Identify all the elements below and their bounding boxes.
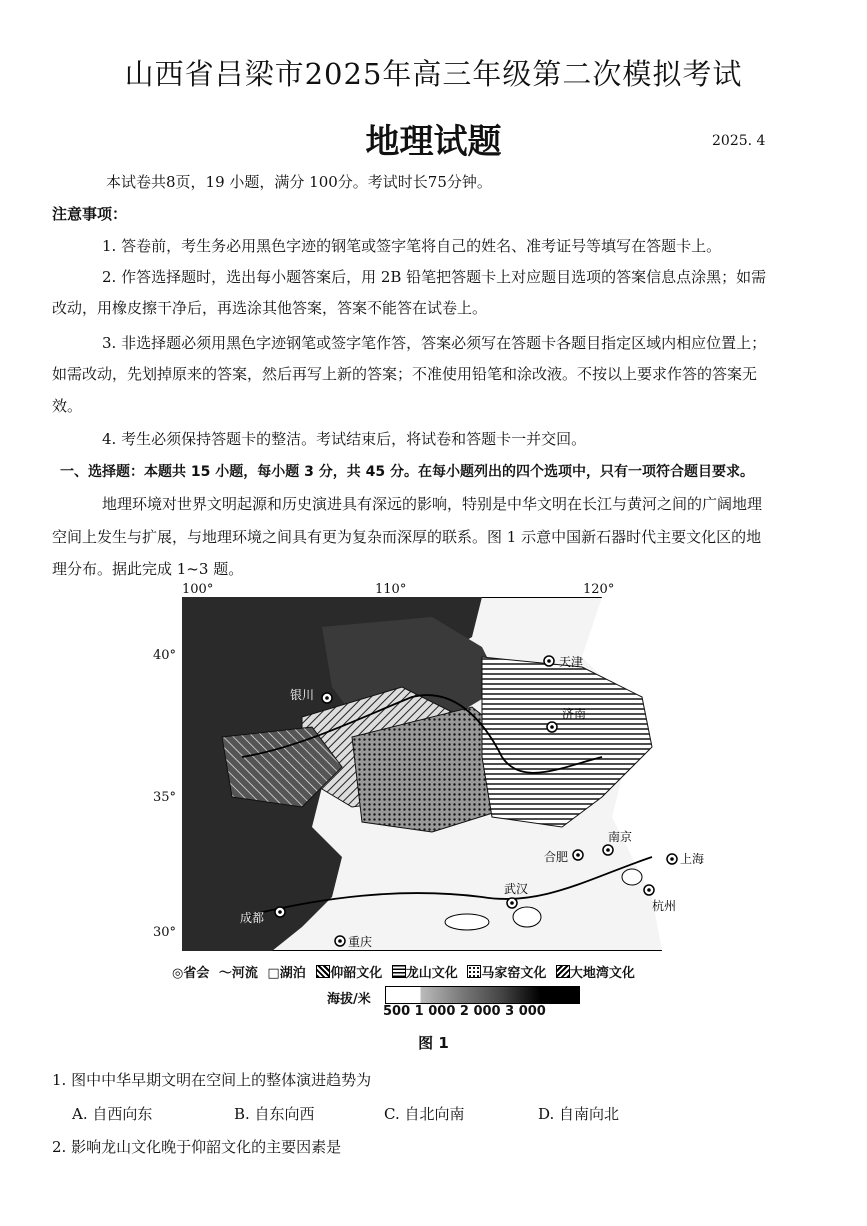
exam-title: 山西省吕梁市2025年高三年级第二次模拟考试 (124, 57, 743, 91)
passage-line-1: 地理环境对世界文明起源和历史演进具有深远的影响，特别是中华文明在长江与黄河之间的广阔地理 (102, 495, 763, 513)
subject-title: 地理试题 (365, 122, 502, 162)
legend-yangshao: 仰韶文化 (330, 966, 383, 981)
city-label-shanghai: 上海 (680, 852, 705, 866)
city-label-chengdu: 成都 (240, 911, 265, 925)
city-label-chongqing: 重庆 (348, 935, 373, 949)
question-1-option-d[interactable]: D. 自南向北 (538, 1105, 620, 1123)
lon-label-100: 100° (182, 582, 214, 597)
legend-dadiwan: 大地湾文化 (569, 966, 635, 981)
note-line-2: 2. 作答选择题时，选出每小题答案后，用 2B 铅笔把答题卡上对应题目选项的答案信息点涂黑；如需 (102, 268, 767, 286)
lat-label-40: 40° (153, 648, 177, 663)
lake-dongting (445, 914, 489, 930)
section-heading: 一、选择题：本题共 15 小题，每小题 3 分，共 45 分。在每小题列出的四个选项中，只有一项符合题目要求。 (60, 464, 754, 480)
legend-river: 〜河流 (218, 966, 258, 981)
legend-majiayao-swatch (467, 965, 481, 978)
question-1-option-b[interactable]: B. 自东向西 (234, 1105, 315, 1123)
neolithic-culture-map (182, 597, 716, 951)
question-1-option-c[interactable]: C. 自北向南 (384, 1105, 465, 1123)
note-line-4: 4. 考生必须保持答题卡的整洁。考试结束后，将试卷和答题卡一并交回。 (102, 430, 587, 448)
legend-capital: ◎省会 (172, 966, 210, 981)
map-legend (172, 962, 635, 981)
elevation-label: 海拔/米 (327, 992, 371, 1007)
intro-text: 本试卷共8页，19 小题，满分 100分。考试时长75分钟。 (106, 173, 492, 191)
passage-line-3: 理分布。据此完成 1~3 题。 (52, 560, 244, 578)
note-line-3b: 如需改动，先划掉原来的答案，然后再写上新的答案；不准使用铅笔和涂改液。不按以上要求作答的答案无 (52, 365, 758, 383)
figure-caption: 图 1 (418, 1034, 449, 1052)
note-line-3: 3. 非选择题必须用黑色字迹钢笔或签字笔作答，答案必须写在答题卡各题目指定区域内相应位置上； (102, 334, 767, 352)
note-line-3c: 效。 (52, 397, 83, 415)
city-label-hangzhou: 杭州 (652, 899, 677, 913)
note-line-1: 1. 答卷前，考生务必用黑色字迹的钢笔或签字笔将自己的姓名、准考证号等填写在答题卡上。 (102, 237, 722, 255)
city-label-yinchuan: 银川 (290, 688, 315, 702)
lake-taihu (622, 869, 642, 885)
elevation-scale-bar (385, 986, 580, 1004)
city-label-jinan: 济南 (562, 707, 587, 721)
legend-longshan: 龙山文化 (405, 966, 458, 981)
lake-poyang (513, 907, 541, 927)
lon-label-120: 120° (583, 582, 615, 597)
city-label-hefei: 合肥 (544, 850, 569, 864)
exam-date: 2025. 4 (712, 133, 766, 149)
legend-majiayao: 马家窑文化 (481, 966, 547, 981)
note-line-2b: 改动，用橡皮擦干净后，再选涂其他答案，答案不能答在试卷上。 (52, 299, 488, 317)
elevation-ticks: 500 1 000 2 000 3 000 (383, 1004, 546, 1019)
question-1-stem: 1. 图中中华早期文明在空间上的整体演进趋势为 (52, 1071, 372, 1089)
legend-longshan-swatch (392, 965, 406, 978)
city-label-tianjin: 天津 (559, 655, 584, 669)
question-1-option-a[interactable]: A. 自西向东 (72, 1105, 153, 1123)
lon-label-110: 110° (375, 582, 407, 597)
notes-heading: 注意事项： (52, 205, 128, 223)
city-label-nanjing: 南京 (608, 830, 633, 844)
legend-lake: □湖泊 (267, 966, 306, 981)
legend-dadiwan-swatch (556, 965, 570, 978)
legend-yangshao-swatch (316, 965, 330, 978)
question-2-stem: 2. 影响龙山文化晚于仰韶文化的主要因素是 (52, 1138, 342, 1156)
lat-label-30: 30° (153, 925, 177, 940)
city-label-wuhan: 武汉 (504, 882, 529, 896)
passage-line-2: 空间上发生与扩展，与地理环境之间具有更为复杂而深厚的联系。图 1 示意中国新石器时代主要文化区的地 (52, 528, 762, 546)
lat-label-35: 35° (153, 790, 177, 805)
